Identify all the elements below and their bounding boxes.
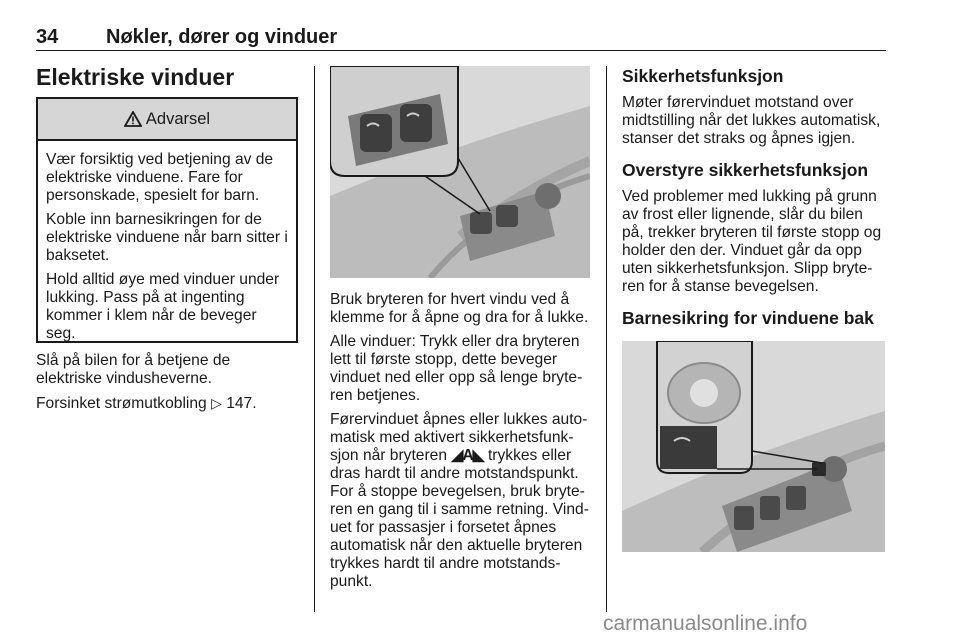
child-lock-illustration <box>622 341 885 552</box>
paragraph: Alle vinduer: Trykk eller dra bryteren lett til første stopp, dette beveger vinduet ned eller opp så lenge bryte-ren betjenes. <box>330 333 583 404</box>
watermark: carmanualsonline.info <box>603 612 808 635</box>
subheading: Barnesikring for vinduene bak <box>622 308 874 328</box>
paragraph: Ved problemer med lukking på grunn av frost eller lignende, slår du bilen på, trekker bryteren til første stopp og holder den der. Vinduet går da opp uten sikkerhetsfunksjon. Slipp bryte-ren for å stanse bevegelsen. <box>622 188 882 295</box>
column-divider <box>314 66 315 612</box>
column-1-text <box>36 352 298 419</box>
paragraph-with-ref <box>36 394 298 413</box>
page-ref-arrow-icon: ▷ <box>211 395 222 411</box>
subheading: Sikkerhetsfunksjon <box>622 66 784 86</box>
page-number: 34 <box>36 26 59 48</box>
ref-text: Forsinket strømutkobling <box>36 395 207 412</box>
text-run: Førervinduet åpnes eller lukkes auto-matisk med aktivert sikkerhetsfunk-sjon når bryteren <box>330 411 588 464</box>
page-ref-link[interactable]: 147. <box>226 395 257 412</box>
warning-triangle-icon <box>124 111 142 127</box>
paragraph: Bruk bryteren for hvert vindu ved å klemme for å åpne og dra for å lukke. <box>330 291 589 326</box>
warning-paragraph: Hold alltid øye med vinduer under lukking. Pass på at ingenting kommer i klem når de beveger seg. <box>46 271 280 342</box>
warning-title: Advarsel <box>145 109 211 128</box>
column-3-text <box>622 66 888 336</box>
paragraph: Møter førervinduet motstand over midtstilling når det lukkes automatisk, stanser det straks og åpnes igjen. <box>622 94 881 147</box>
text-run: trykkes eller dras hardt til andre motstandspunkt. <box>330 447 579 482</box>
warning-header <box>38 99 296 141</box>
header-rule <box>36 50 886 51</box>
warning-paragraph: Vær forsiktig ved betjening av de elektriske vinduene. Fare for personskade, spesielt for barn. <box>46 151 274 204</box>
warning-body <box>38 141 296 343</box>
page-header <box>36 26 337 49</box>
paragraph: Slå på bilen for å betjene de elektriske vindusheverne. <box>36 352 231 387</box>
chapter-title: Nøkler, dører og vinduer <box>106 26 338 48</box>
paragraph: For å stoppe bevegelsen, bruk bryte-ren en gang til i samme retning. Vind-uet for passasjer i forsetet åpnes automatisk når den aktuelle bryteren trykkes hardt til andre motstands-punkt. <box>330 483 589 590</box>
door-switch-illustration <box>330 66 590 278</box>
column-divider <box>606 66 607 612</box>
auto-window-switch-icon: ◢A◣ <box>451 447 484 464</box>
column-2-text <box>330 291 595 597</box>
warning-box <box>36 97 298 343</box>
warning-paragraph: Koble inn barnesikringen for de elektriske vinduene når barn sitter i baksetet. <box>46 211 288 264</box>
paragraph <box>330 411 595 483</box>
section-title: Elektriske vinduer <box>36 64 235 90</box>
subheading: Overstyre sikkerhetsfunksjon <box>622 160 869 180</box>
